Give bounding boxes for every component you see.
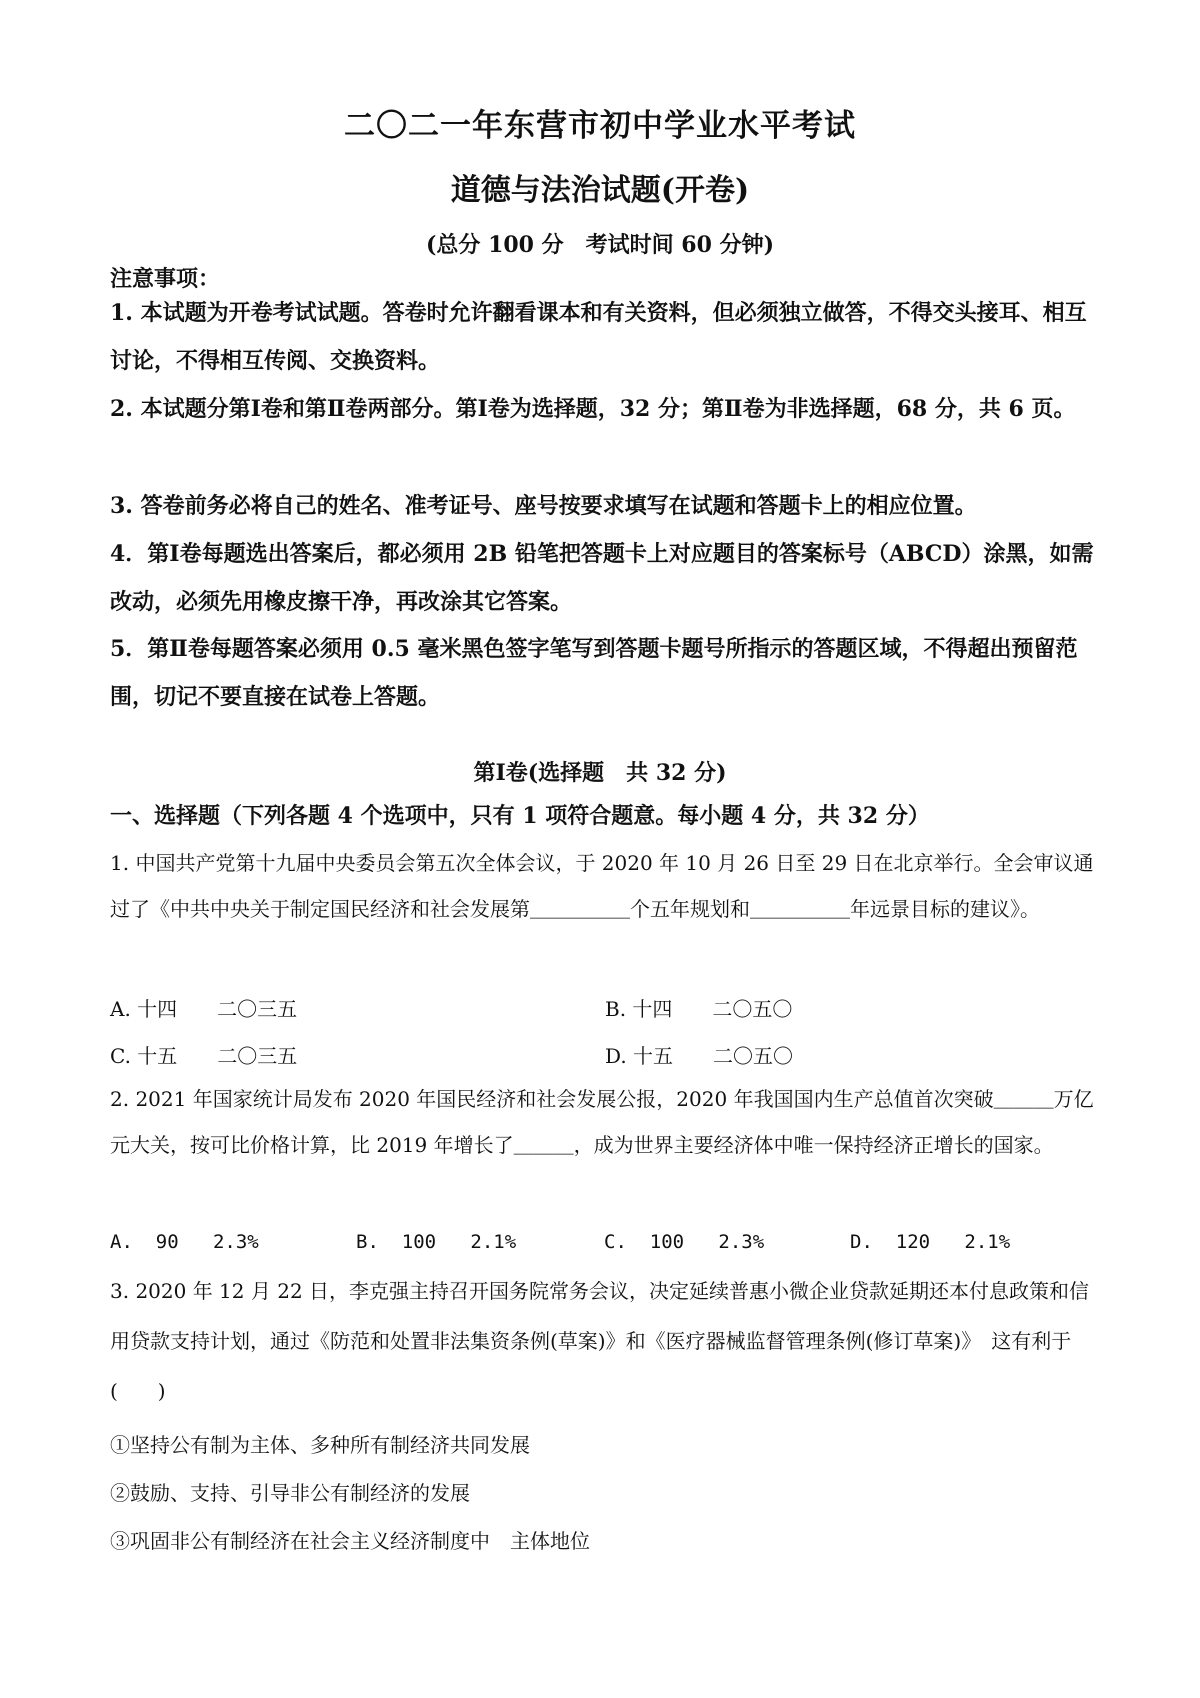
note-item: 4．第Ⅰ卷每题选出答案后，都必须用 2B 铅笔把答题卡上对应题目的答案标号（ABCD）涂黑，如需改动，必须先用橡皮擦干净，再改涂其它答案。 [110, 541, 1094, 615]
question-2-stem: 2. 2021 年国家统计局发布 2020 年国民经济和社会发展公报，2020 年我国国内生产总值首次突破＿＿＿万亿元大关，按可比价格计算，比 2019 年增长了＿＿＿，成为世界主要经济体中唯一保持经济正增长的国家。 [110, 1087, 1094, 1157]
note-item: 5．第Ⅱ卷每题答案必须用 0.5 毫米黑色签字笔写到答题卡题号所指示的答题区域，不得超出预留范围，切记不要直接在试卷上答题。 [110, 636, 1078, 710]
q1-option-c: C. 十五 二〇三五 [110, 1044, 298, 1068]
note-item: 1. 本试题为开卷考试试题。答卷时允许翻看课本和有关资料，但必须独立做答，不得交头接耳、相互讨论，不得相互传阅、交换资料。 [110, 300, 1087, 374]
notes-heading: 注意事项： [110, 266, 221, 292]
question-3-stem: 3. 2020 年 12 月 22 日，李克强主持召开国务院常务会议，决定延续普惠小微企业贷款延期还本付息政策和信用贷款支持计划，通过《防范和处置非法集资条例(草案)》和《医疗器械监督管理条例(修订草案)》 这有利于( ) [110, 1279, 1090, 1403]
exam-meta: (总分 100 分 考试时间 60 分钟) [426, 232, 774, 258]
exam-subtitle: 道德与法治试题(开卷) [450, 173, 750, 208]
question-1-stem: 1. 中国共产党第十九届中央委员会第五次全体会议，于 2020 年 10 月 26 日至 29 日在北京举行。全会审议通过了《中共中央关于制定国民经济和社会发展第＿＿＿＿＿个五年规划和＿＿＿＿＿年远景目标的建议》。 [110, 851, 1094, 921]
q3-statement-1: ①坚持公有制为主体、多种所有制经济共同发展 [110, 1433, 530, 1457]
q1-option-b: B. 十四 二〇五〇 [605, 997, 793, 1021]
section-title: 第Ⅰ卷(选择题 共 32 分) [473, 760, 727, 786]
q1-option-d: D. 十五 二〇五〇 [605, 1044, 794, 1068]
q2-option-b: B. 100 2.1% [356, 1231, 517, 1253]
exam-title: 二〇二一年东营市初中学业水平考试 [344, 108, 856, 144]
q2-option-d: D. 120 2.1% [850, 1231, 1011, 1253]
section-instruction: 一、选择题（下列各题 4 个选项中，只有 1 项符合题意。每小题 4 分，共 32 分） [110, 803, 930, 829]
q2-option-c: C. 100 2.3% [604, 1231, 765, 1253]
q1-option-a: A. 十四 二〇三五 [110, 997, 298, 1021]
note-item: 3. 答卷前务必将自己的姓名、准考证号、座号按要求填写在试题和答题卡上的相应位置。 [110, 493, 977, 519]
q3-statement-3: ③巩固非公有制经济在社会主义经济制度中 主体地位 [110, 1529, 590, 1553]
note-item: 2. 本试题分第Ⅰ卷和第Ⅱ卷两部分。第Ⅰ卷为选择题，32 分；第Ⅱ卷为非选择题，68 分，共 6 页。 [110, 396, 1076, 422]
q2-option-a: A. 90 2.3% [110, 1231, 259, 1253]
q3-statement-2: ②鼓励、支持、引导非公有制经济的发展 [110, 1481, 470, 1505]
